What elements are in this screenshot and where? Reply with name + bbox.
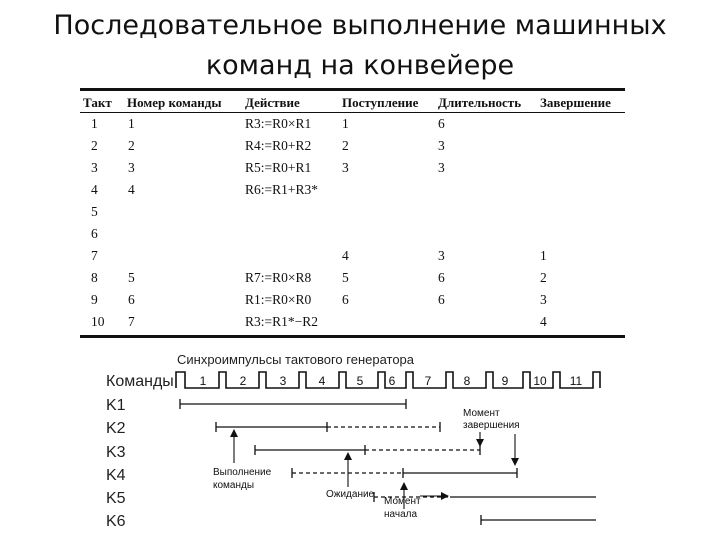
cell-completion: 1 — [540, 248, 547, 263]
cell-completion: 2 — [540, 270, 547, 285]
cell-tact: 8 — [91, 270, 98, 285]
cell-duration: 3 — [438, 248, 445, 263]
cell-tact: 6 — [91, 226, 98, 241]
cell-arrival: 4 — [342, 248, 349, 263]
start-label-2: начала — [384, 509, 418, 520]
row-label-k3: K3 — [106, 444, 126, 461]
cell-tact: 4 — [91, 182, 98, 197]
clock-label: Синхроимпульсы тактового генератора — [177, 352, 415, 367]
execution-label-2: команды — [213, 480, 255, 491]
title-line-2: команд на конвейере — [205, 50, 515, 81]
k2-timeline — [216, 422, 440, 432]
cell-tact: 2 — [91, 138, 98, 153]
cell-action: R6:=R1+R3* — [245, 182, 318, 197]
header-completion: Завершение — [540, 95, 611, 110]
cell-duration: 6 — [438, 292, 445, 307]
clock-number-1: 1 — [199, 374, 207, 388]
row-label-k6: K6 — [106, 513, 126, 530]
cell-action: R1:=R0×R0 — [245, 292, 312, 307]
cell-action: R3:=R0×R1 — [245, 116, 312, 131]
clock-number-6: 6 — [388, 374, 396, 388]
header-arrival: Поступление — [342, 95, 419, 110]
cell-arrival: 3 — [342, 160, 349, 175]
cell-duration: 6 — [438, 270, 445, 285]
k6-timeline — [481, 515, 596, 525]
header-action: Действие — [245, 95, 300, 110]
cell-tact: 7 — [91, 248, 98, 263]
cell-cmd-number: 1 — [128, 116, 135, 131]
cell-duration: 3 — [438, 138, 445, 153]
cell-tact: 5 — [91, 204, 98, 219]
cell-cmd-number: 4 — [128, 182, 135, 197]
row-label-k1: K1 — [106, 397, 126, 414]
cell-duration: 6 — [438, 116, 445, 131]
cell-action: R4:=R0+R2 — [245, 138, 312, 153]
cell-tact: 1 — [91, 116, 98, 131]
row-label-k4: K4 — [106, 467, 126, 484]
cell-action: R3:=R1*−R2 — [245, 314, 318, 329]
commands-label: Команды — [106, 373, 174, 390]
title-line-1: Последовательное выполнение машинных — [53, 10, 667, 41]
cell-cmd-number: 2 — [128, 138, 135, 153]
clock-number-11: 11 — [569, 374, 583, 388]
header-cmd-number: Номер команды — [127, 95, 222, 110]
cell-arrival: 6 — [342, 292, 349, 307]
clock-number-2: 2 — [239, 374, 247, 388]
header-duration: Длительность — [438, 95, 522, 110]
clock-number-10: 10 — [533, 374, 547, 388]
clock-number-4: 4 — [318, 374, 326, 388]
wait-label: Ожидание — [326, 489, 375, 500]
execution-label-1: Выполнение — [213, 467, 272, 478]
k4-timeline — [292, 468, 517, 478]
cell-arrival: 5 — [342, 270, 349, 285]
k1-timeline — [180, 399, 406, 409]
cell-action: R7:=R0×R8 — [245, 270, 312, 285]
start-label-1: Момент — [384, 496, 421, 507]
clock-number-8: 8 — [463, 374, 471, 388]
row-label-k5: K5 — [106, 490, 126, 507]
cell-action: R5:=R0+R1 — [245, 160, 312, 175]
cell-cmd-number: 5 — [128, 270, 135, 285]
cell-tact: 10 — [91, 314, 105, 329]
clock-number-9: 9 — [501, 374, 509, 388]
cell-arrival: 2 — [342, 138, 349, 153]
clock-number-3: 3 — [279, 374, 287, 388]
cell-cmd-number: 6 — [128, 292, 135, 307]
cell-tact: 9 — [91, 292, 98, 307]
row-label-k2: K2 — [106, 420, 126, 437]
cell-tact: 3 — [91, 160, 98, 175]
clock-number-5: 5 — [356, 374, 364, 388]
cell-cmd-number: 3 — [128, 160, 135, 175]
cell-arrival: 1 — [342, 116, 349, 131]
completion-label-2: завершения — [463, 420, 520, 431]
completion-label-1: Момент — [463, 408, 500, 419]
cell-duration: 3 — [438, 160, 445, 175]
clock-number-7: 7 — [424, 374, 432, 388]
header-tact: Такт — [83, 95, 112, 110]
cell-cmd-number: 7 — [128, 314, 135, 329]
cell-completion: 4 — [540, 314, 547, 329]
cell-completion: 3 — [540, 292, 547, 307]
k3-timeline — [255, 445, 480, 455]
